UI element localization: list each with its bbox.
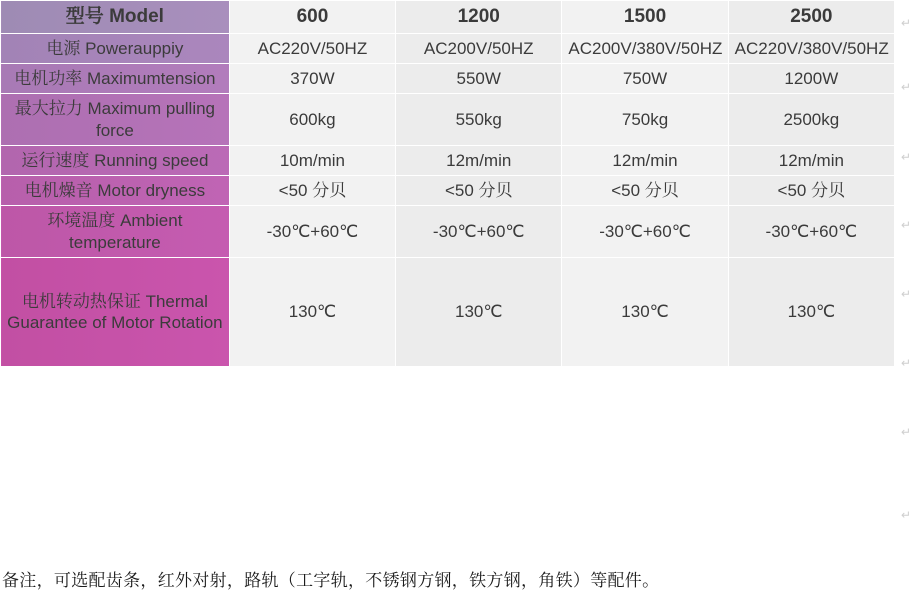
table-cell: 130℃ [396, 257, 562, 366]
table-cell: 12m/min [728, 145, 894, 175]
table-cell: 130℃ [728, 257, 894, 366]
table-cell: 130℃ [229, 257, 395, 366]
pilcrow-mark: ↵ [900, 425, 911, 439]
row-label: 电机转动热保证 Thermal Guarantee of Motor Rotation [1, 257, 230, 366]
table-cell: -30℃+60℃ [562, 206, 728, 258]
table-cell: <50 分贝 [229, 176, 395, 206]
pilcrow-mark: ↵ [900, 508, 911, 522]
table-cell: <50 分贝 [396, 176, 562, 206]
table-cell: 370W [229, 64, 395, 94]
table-cell: AC200V/380V/50HZ [562, 33, 728, 63]
table-cell: -30℃+60℃ [229, 206, 395, 258]
table-cell: -30℃+60℃ [396, 206, 562, 258]
table-body [1, 1, 895, 367]
pilcrow-mark: ↵ [900, 150, 911, 164]
table-cell: 130℃ [562, 257, 728, 366]
table-row [1, 1, 895, 34]
table-cell: 10m/min [229, 145, 395, 175]
table-cell: 1200 [396, 1, 562, 34]
paragraph-marks-column [899, 0, 913, 570]
table-cell: <50 分贝 [728, 176, 894, 206]
table-cell: 2500kg [728, 94, 894, 146]
table-cell: 1500 [562, 1, 728, 34]
row-label: 型号 Model [1, 1, 230, 34]
row-label: 运行速度 Running speed [1, 145, 230, 175]
table-cell: AC220V/380V/50HZ [728, 33, 894, 63]
pilcrow-mark: ↵ [900, 287, 911, 301]
table-cell: 550kg [396, 94, 562, 146]
table-cell: 600kg [229, 94, 395, 146]
row-label: 最大拉力 Maximum pulling force [1, 94, 230, 146]
table-cell: 2500 [728, 1, 894, 34]
table-row [1, 206, 895, 258]
table-cell: 1200W [728, 64, 894, 94]
row-label: 环境温度 Ambient temperature [1, 206, 230, 258]
pilcrow-mark: ↵ [900, 16, 911, 30]
table-row [1, 145, 895, 175]
table-cell: 600 [229, 1, 395, 34]
table-cell: 550W [396, 64, 562, 94]
table-row [1, 94, 895, 146]
table-cell: 12m/min [396, 145, 562, 175]
table-row [1, 176, 895, 206]
row-label: 电机燥音 Motor dryness [1, 176, 230, 206]
table-cell: <50 分贝 [562, 176, 728, 206]
table-cell: 750W [562, 64, 728, 94]
row-label: 电机功率 Maximumtension [1, 64, 230, 94]
table-cell: 750kg [562, 94, 728, 146]
pilcrow-mark: ↵ [900, 356, 911, 370]
table-cell: AC220V/50HZ [229, 33, 395, 63]
pilcrow-mark: ↵ [900, 80, 911, 94]
pilcrow-mark: ↵ [900, 218, 911, 232]
table-cell: -30℃+60℃ [728, 206, 894, 258]
table-row [1, 33, 895, 63]
table-cell: AC200V/50HZ [396, 33, 562, 63]
footer-note: 备注，可选配齿条，红外对射，路轨（工字轨，不锈钢方钢，铁方钢，角铁）等配件。 [2, 571, 660, 590]
table-row [1, 257, 895, 366]
table-cell: 12m/min [562, 145, 728, 175]
row-label: 电源 Powerauppiy [1, 33, 230, 63]
table-row [1, 64, 895, 94]
